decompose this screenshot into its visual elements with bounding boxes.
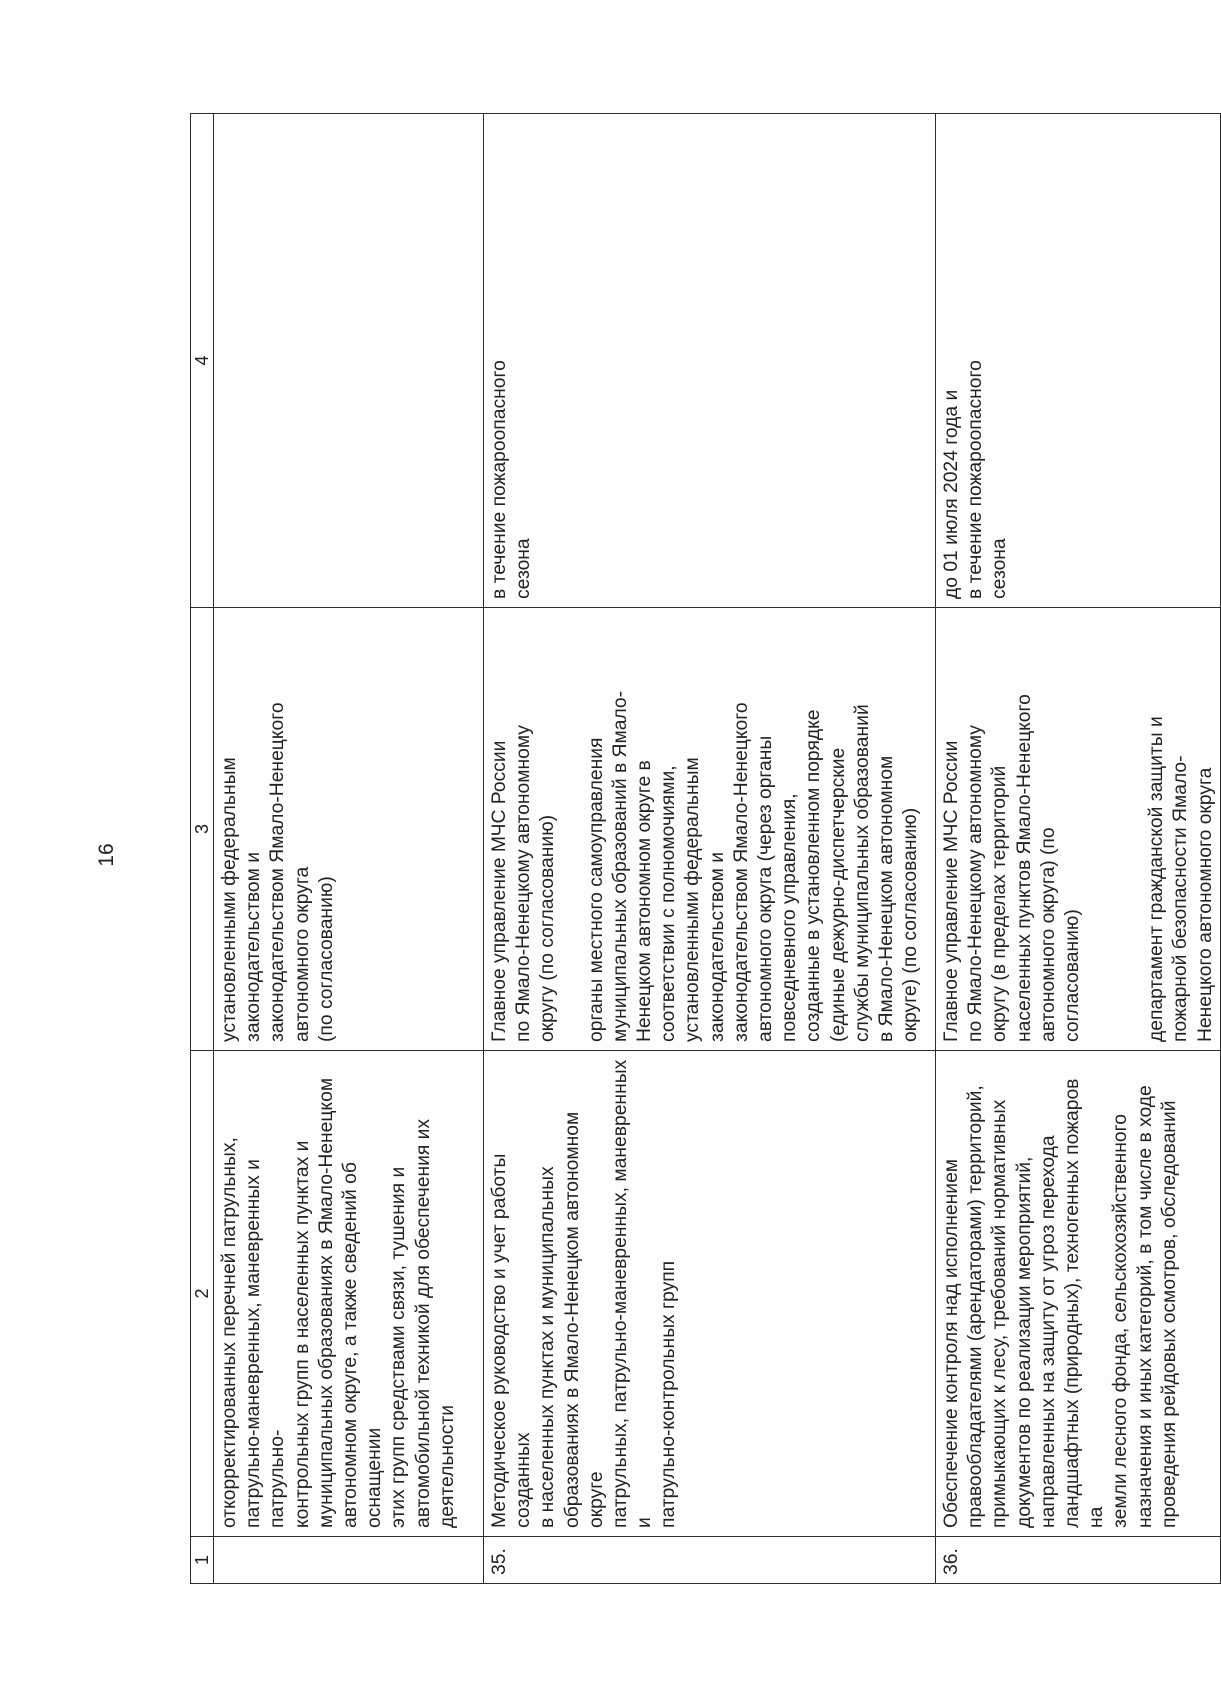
table-header-row: [191, 114, 214, 1584]
row-action: Методическое руководство и учет работы созданных в населенных пунктах и муниципальных образованиях в Ямало-Ненецком автономном округе патрульных, патрульно-маневренных, маневренных и патрульно-контрольных групп: [484, 1051, 936, 1537]
measures-table: [190, 113, 1221, 1584]
responsible-primary: Главное управление МЧС России по Ямало-Ненецкому автономному округу (в пределах территорий населенных пунктов Ямало-Ненецкого автономного округа) (по согласованию): [941, 694, 1084, 1042]
row-responsible: [484, 608, 936, 1051]
row-number: 35.: [484, 1537, 936, 1584]
column-header-4: 4: [191, 114, 214, 608]
responsible-secondary: департамент гражданской защиты и пожарной безопасности Ямало- Ненецкого автономного округа: [1146, 716, 1216, 1042]
responsible-primary: установленными федеральным законодательством и законодательством Ямало-Ненецкого автономного округа (по согласованию): [219, 702, 337, 1042]
responsible-primary: Главное управление МЧС России по Ямало-Ненецкому автономному округу (по согласованию): [489, 725, 559, 1042]
row-number: 36.: [936, 1537, 1221, 1584]
column-header-3: 3: [191, 608, 214, 1051]
row-responsible: [936, 608, 1221, 1051]
row-term: [214, 114, 484, 608]
row-action: откорректированных перечней патрульных, патрульно-маневренных, маневренных и патрульно- контрольных групп в населенных пунктах и муниципальных образованиях в Ямало-Ненецком автономном округе, а также сведений об оснащении этих групп средствами связи, тушения и автомобильной техникой для обеспечения их деятельности: [214, 1051, 484, 1537]
row-responsible: [214, 608, 484, 1051]
row-action: Обеспечение контроля над исполнением правообладателями (арендаторами) территорий, примыкающих к лесу, требований нормативных документов по реализации мероприятий, направленных на защиту от угроз перехода ландшафтных (природных), техногенных пожаров на земли лесного фонда, сельскохозяйственного назначения и иных категорий, в том числе в ходе проведения рейдовых осмотров, обследований: [936, 1051, 1221, 1537]
row-term: до 01 июля 2024 года и в течение пожароопасного сезона: [936, 114, 1221, 608]
table-row: [936, 114, 1221, 1584]
column-header-2: 2: [191, 1051, 214, 1537]
rotated-table-container: [190, 114, 1216, 1584]
row-number: [214, 1537, 484, 1584]
table-row: [484, 114, 936, 1584]
table-row: [214, 114, 484, 1584]
column-header-1: 1: [191, 1537, 214, 1584]
row-term: в течение пожароопасного сезона: [484, 114, 936, 608]
responsible-secondary: органы местного самоуправления муниципальных образований в Ямало- Ненецком автономном округе в соответствии с полномочиями, установленными федеральным законодательством и законодательством Ямало-Ненецкого автономного округа (через органы повседневного управления, созданные в установленном порядке (единые дежурно-диспетчерские службы муниципальных образований в Ямало-Ненецком автономном округе) (по согласованию): [585, 690, 922, 1042]
page-number: 16: [95, 843, 118, 867]
